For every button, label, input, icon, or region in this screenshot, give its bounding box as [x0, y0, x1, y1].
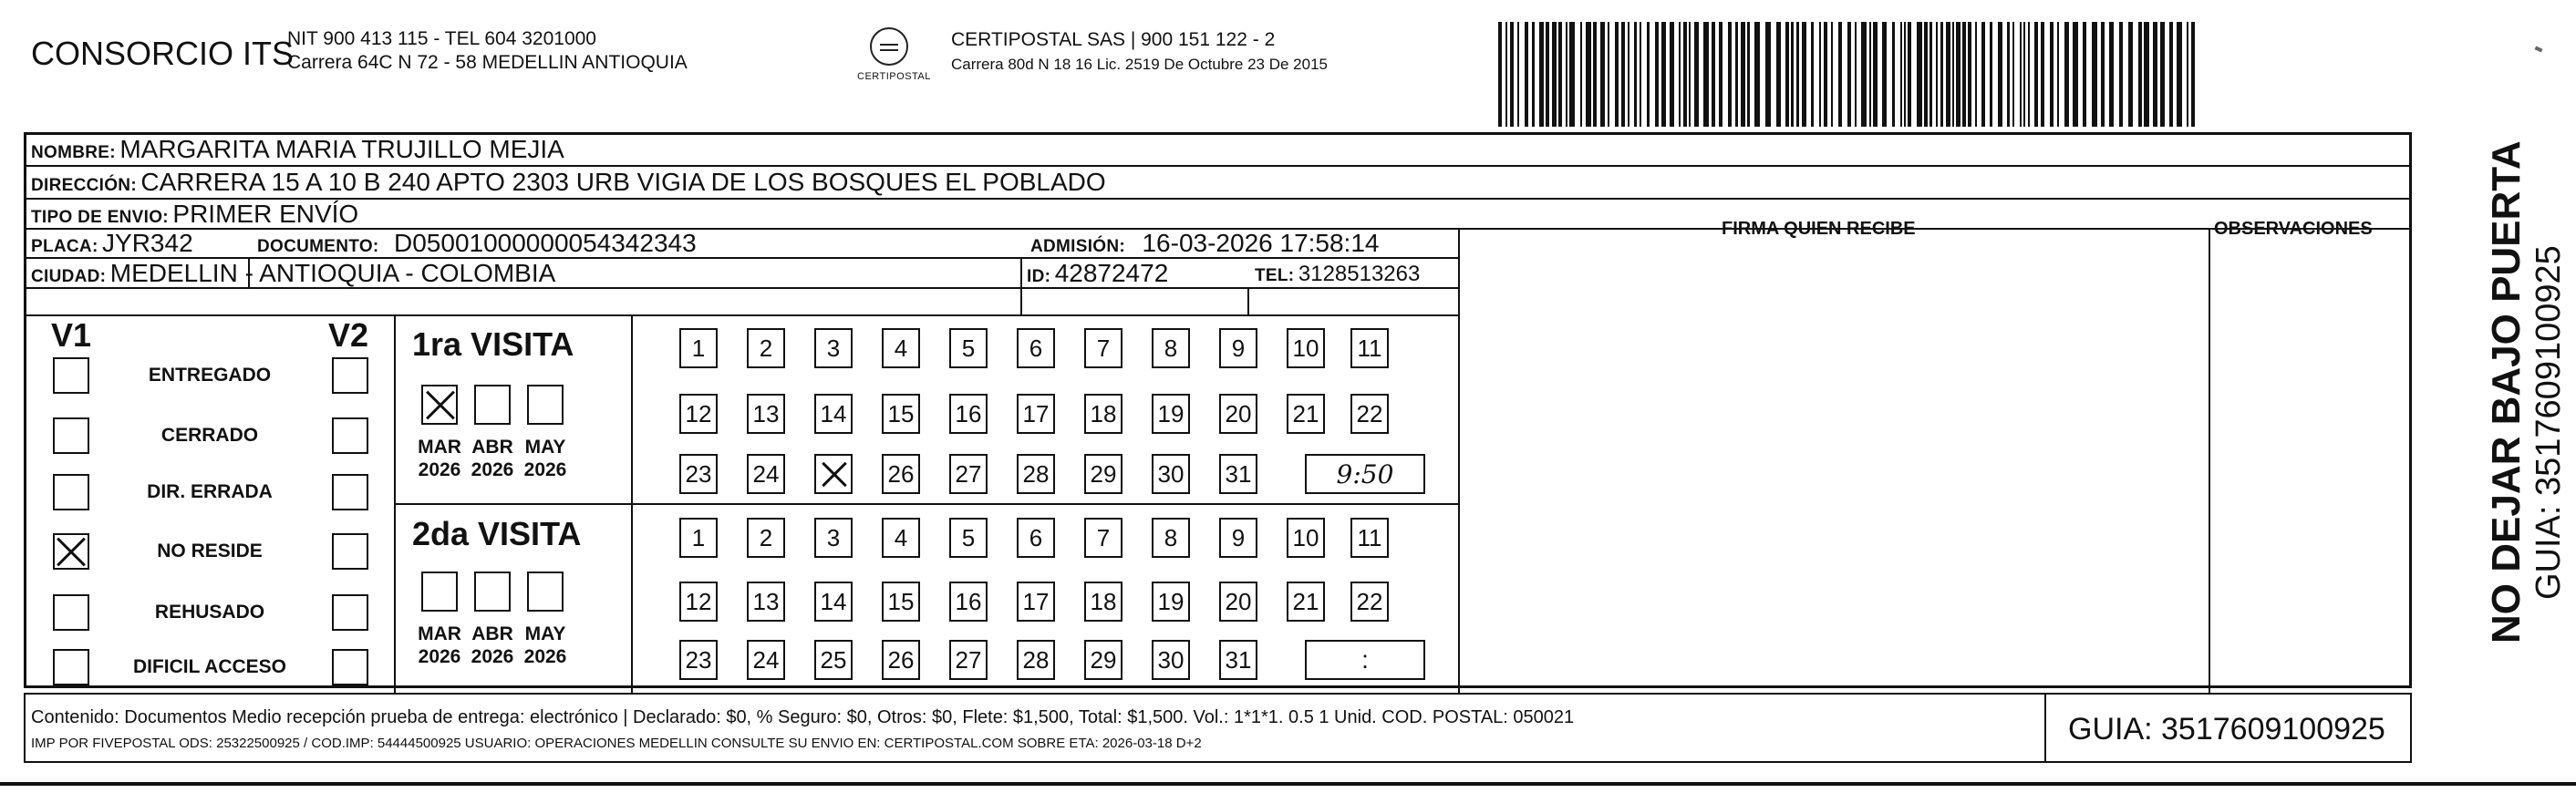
barcode-bar	[1796, 22, 1799, 127]
day-box[interactable]: 31	[1219, 454, 1257, 494]
bottom-rule	[0, 782, 2576, 786]
barcode-bar	[1719, 22, 1723, 127]
barcode-bar	[2191, 22, 2195, 127]
barcode-bar	[1655, 22, 1659, 127]
day-box[interactable]: 18	[1084, 582, 1122, 622]
id-label: ID:	[1027, 267, 1051, 286]
barcode-bar	[1873, 22, 1878, 127]
barcode-bar	[1728, 22, 1732, 127]
barcode-bar	[1694, 22, 1699, 127]
month-label: ABR	[471, 623, 513, 644]
barcode-bar	[1661, 22, 1666, 127]
v1-label: V1	[51, 316, 92, 354]
barcode-bar	[1747, 22, 1750, 127]
visit-option-label: DIFICIL ACCESO	[132, 656, 286, 677]
month-year-label	[412, 436, 467, 481]
day-box[interactable]: 28	[1017, 640, 1055, 680]
barcode-bar	[2092, 22, 2097, 127]
day-box[interactable]: 3	[814, 328, 853, 368]
id-cell	[1027, 259, 1168, 288]
day-box[interactable]: 20	[1219, 394, 1257, 434]
barcode-bar	[1882, 22, 1887, 127]
day-box[interactable]: 4	[882, 518, 920, 558]
v2-checkbox[interactable]	[332, 357, 368, 394]
barcode-bar	[1615, 22, 1619, 127]
day-box[interactable]: 6	[1017, 518, 1055, 558]
barcode-bar	[1968, 22, 1971, 127]
day-box[interactable]: 11	[1350, 518, 1389, 558]
barcode-bar	[2083, 22, 2086, 127]
day-box[interactable]: 9	[1219, 518, 1257, 558]
barcode-bar	[1924, 22, 1928, 127]
year-label: 2026	[418, 646, 461, 667]
day-box[interactable]: 15	[882, 582, 920, 622]
barcode-bar	[1608, 22, 1609, 127]
day-box[interactable]: 5	[949, 518, 988, 558]
barcode-bar	[1990, 22, 1992, 127]
barcode-bar	[1869, 22, 1871, 127]
barcode-bar	[1621, 22, 1625, 127]
day-box[interactable]: 8	[1152, 328, 1190, 368]
barcode-bar	[1552, 22, 1557, 127]
barcode-bar	[1855, 22, 1857, 127]
day-box[interactable]: 29	[1084, 640, 1122, 680]
tipo-row	[31, 200, 358, 229]
corner-mark	[2535, 46, 2543, 52]
barcode-bar	[2160, 22, 2165, 127]
day-box[interactable]: 23	[679, 454, 718, 494]
day-box[interactable]: 24	[747, 640, 785, 680]
shipping-form	[24, 132, 2412, 688]
barcode-bar	[2109, 22, 2114, 127]
day-box[interactable]: 11	[1350, 328, 1389, 368]
month-checkbox[interactable]	[474, 385, 511, 425]
side-warning: NO DEJAR BAJO PUERTA	[2484, 140, 2529, 644]
day-box[interactable]: 2	[747, 328, 785, 368]
barcode-bar	[1785, 22, 1789, 127]
barcode-bar	[1975, 22, 1977, 127]
year-label: 2026	[523, 646, 567, 667]
barcode-bar	[2187, 22, 2188, 127]
direccion-row	[31, 168, 1106, 197]
certipostal-logo	[844, 20, 936, 102]
day-box[interactable]: 29	[1084, 454, 1122, 494]
barcode-bar	[1838, 22, 1842, 127]
day-box[interactable]: 30	[1152, 454, 1190, 494]
v2-checkbox[interactable]	[332, 533, 368, 570]
nombre-label: NOMBRE:	[31, 143, 116, 162]
day-box[interactable]: 5	[949, 328, 988, 368]
day-box[interactable]: 14	[814, 582, 853, 622]
barcode-bar	[2020, 22, 2022, 127]
v1-checkbox[interactable]	[53, 594, 89, 631]
day-box[interactable]: 10	[1287, 328, 1325, 368]
barcode-bar	[2138, 22, 2142, 127]
tel-value: 3128513263	[1298, 262, 1421, 286]
day-box[interactable]: 13	[747, 394, 785, 434]
barcode-bar	[1586, 22, 1591, 127]
barcode-bar	[1525, 22, 1528, 127]
day-box[interactable]: 18	[1084, 394, 1122, 434]
day-box[interactable]: 15	[882, 394, 920, 434]
company-name: CONSORCIO ITS	[31, 35, 295, 72]
tel-label: TEL:	[1255, 266, 1295, 285]
day-box[interactable]: 14	[814, 394, 853, 434]
barcode-bar	[1679, 22, 1681, 127]
day-box[interactable]: 19	[1152, 394, 1190, 434]
month-checkbox[interactable]	[421, 572, 458, 612]
day-box[interactable]: 4	[882, 328, 920, 368]
year-label: 2026	[418, 459, 461, 480]
day-box[interactable]: 30	[1152, 640, 1190, 680]
admision-label: ADMISIÓN:	[1030, 237, 1126, 256]
day-box[interactable]: 12	[679, 394, 718, 434]
carrier-address: Carrera 80d N 18 16 Lic. 2519 De Octubre 23 De 2015	[951, 56, 1328, 73]
day-box[interactable]: 28	[1017, 454, 1055, 494]
barcode-bar	[1689, 22, 1691, 127]
placa-label: PLACA:	[31, 237, 98, 256]
month-checkbox[interactable]	[421, 385, 458, 425]
day-box[interactable]: 21	[1287, 582, 1325, 622]
barcode-bar	[1981, 22, 1985, 127]
day-box[interactable]: 31	[1219, 640, 1257, 680]
barcode-bar	[2050, 22, 2054, 127]
barcode-bar	[1640, 22, 1641, 127]
day-box[interactable]: 17	[1017, 394, 1055, 434]
barcode-bar	[2041, 22, 2044, 127]
ciudad-value: MEDELLIN - ANTIOQUIA - COLOMBIA	[109, 259, 556, 287]
v1-checkbox[interactable]	[53, 357, 89, 394]
v1-checkbox[interactable]	[53, 649, 89, 685]
id-value: 42872472	[1054, 259, 1169, 287]
barcode-bar	[1917, 22, 1922, 127]
barcode-bar	[2012, 22, 2014, 127]
firma-label: FIRMA QUIEN RECIBE	[1722, 219, 1916, 239]
barcode-bar	[2034, 22, 2038, 127]
first-visit-time: 9:50	[1305, 454, 1425, 494]
admision-value: 16-03-2026 17:58:14	[1142, 229, 1380, 257]
day-box[interactable]: 26	[882, 454, 920, 494]
barcode-bar	[1940, 22, 1943, 127]
barcode-bar	[2128, 22, 2133, 127]
day-box[interactable]: 8	[1152, 518, 1190, 558]
year-label: 2026	[523, 459, 567, 480]
month-checkbox[interactable]	[527, 572, 564, 612]
day-box[interactable]: 7	[1084, 328, 1122, 368]
day-box[interactable]: 17	[1017, 582, 1055, 622]
day-box[interactable]: 13	[747, 582, 785, 622]
placa-cell	[31, 229, 193, 258]
documento-value: D05001000000054342343	[394, 229, 697, 257]
day-box[interactable]: 24	[747, 454, 785, 494]
first-visit-title: 1ra VISITA	[412, 325, 574, 363]
day-box[interactable]: 16	[949, 394, 988, 434]
barcode-bar	[1670, 22, 1674, 127]
barcode-bar	[2101, 22, 2105, 127]
year-label: 2026	[471, 646, 514, 667]
barcode-bar	[1946, 22, 1950, 127]
tel-cell	[1255, 262, 1420, 287]
v1-checkbox[interactable]	[53, 533, 89, 570]
barcode-bar	[2119, 22, 2123, 127]
month-label: MAR	[418, 437, 461, 458]
month-checkbox[interactable]	[474, 572, 511, 612]
barcode-bar	[2177, 22, 2182, 127]
day-box[interactable]: 1	[679, 328, 718, 368]
barcode-bar	[1712, 22, 1715, 127]
barcode-bar	[1498, 22, 1502, 127]
day-box[interactable]: 10	[1287, 518, 1325, 558]
v2-checkbox[interactable]	[332, 594, 368, 631]
nombre-value: MARGARITA MARIA TRUJILLO MEJIA	[119, 135, 564, 163]
barcode-bar	[1962, 22, 1966, 127]
month-label: MAY	[524, 437, 566, 458]
day-box[interactable]: 22	[1350, 582, 1389, 622]
guia-number: GUIA: 3517609100925	[2068, 712, 2385, 747]
day-box[interactable]: 3	[814, 518, 853, 558]
company-address: Carrera 64C N 72 - 58 MEDELLIN ANTIOQUIA	[287, 52, 688, 73]
barcode-bar	[1683, 22, 1687, 127]
month-label: ABR	[471, 437, 513, 458]
day-box[interactable]: 2	[747, 518, 785, 558]
month-year-label	[518, 623, 573, 668]
placa-value: JYR342	[102, 229, 193, 257]
barcode-bar	[1861, 22, 1867, 127]
barcode-bar	[1765, 22, 1771, 127]
day-box[interactable]: 1	[679, 518, 718, 558]
observaciones-label: OBSERVACIONES	[2214, 219, 2373, 239]
visit-option-label: ENTREGADO	[148, 365, 272, 386]
barcode-bar	[1628, 22, 1629, 127]
direccion-label: DIRECCIÓN:	[31, 176, 137, 195]
barcode-bar	[2057, 22, 2059, 127]
v2-checkbox[interactable]	[332, 474, 368, 510]
barcode-bar	[2028, 22, 2030, 127]
barcode-bar	[1517, 22, 1519, 127]
barcode-bar	[2144, 22, 2149, 127]
barcode-bar	[1929, 22, 1932, 127]
barcode-bar	[2064, 22, 2069, 127]
direccion-value: CARRERA 15 A 10 B 240 APTO 2303 URB VIGIA DE LOS BOSQUES EL POBLADO	[140, 168, 1106, 196]
year-label: 2026	[471, 459, 514, 480]
barcode-bar	[1802, 22, 1806, 127]
barcode-bar	[1510, 22, 1514, 127]
barcode-bar	[1566, 22, 1567, 127]
barcode	[1498, 22, 2200, 127]
barcode-bar	[1900, 22, 1902, 127]
barcode-bar	[1952, 22, 1954, 127]
month-label: MAR	[418, 623, 461, 644]
second-visit-time: :	[1305, 640, 1425, 680]
month-year-label	[465, 436, 520, 481]
barcode-bar	[1936, 22, 1938, 127]
barcode-bar	[1824, 22, 1827, 127]
month-label: MAY	[524, 623, 566, 644]
barcode-bar	[1741, 22, 1745, 127]
v1-checkbox[interactable]	[53, 474, 89, 510]
footer-print-info: IMP POR FIVEPOSTAL ODS: 25322500925 / COD.IMP: 54444500925 USUARIO: OPERACIONES MEDELLIN CONSULTE SU ENVIO EN: CERTIPOSTAL.COM SOBRE ETA: 2026-03-18 D+2	[31, 736, 1202, 751]
v2-label: V2	[328, 316, 369, 354]
barcode-bar	[1647, 22, 1650, 127]
day-box[interactable]: 20	[1219, 582, 1257, 622]
day-box[interactable]: 16	[949, 582, 988, 622]
visit-option-label: NO RESIDE	[157, 541, 263, 561]
barcode-bar	[2153, 22, 2157, 127]
month-year-label	[518, 436, 573, 481]
barcode-bar	[2007, 22, 2010, 127]
barcode-bar	[1546, 22, 1549, 127]
barcode-bar	[1593, 22, 1597, 127]
visit-option-label: DIR. ERRADA	[147, 481, 273, 502]
barcode-bar	[1811, 22, 1814, 127]
barcode-bar	[2073, 22, 2078, 127]
visit-option-label: CERRADO	[160, 425, 259, 446]
day-box[interactable]: 26	[882, 640, 920, 680]
barcode-bar	[1904, 22, 1906, 127]
barcode-bar	[1831, 22, 1833, 127]
barcode-bar	[1600, 22, 1605, 127]
visit-option-label: REHUSADO	[154, 602, 265, 623]
day-box[interactable]: 22	[1350, 394, 1389, 434]
barcode-bar	[1505, 22, 1507, 127]
barcode-bar	[1908, 22, 1911, 127]
barcode-bar	[1847, 22, 1851, 127]
day-box[interactable]: 27	[949, 640, 988, 680]
barcode-bar	[2023, 22, 2025, 127]
day-box[interactable]: 23	[679, 640, 718, 680]
barcode-bar	[1703, 22, 1709, 127]
day-box[interactable]: 7	[1084, 518, 1122, 558]
barcode-bar	[1754, 22, 1760, 127]
logo-text: CERTIPOSTAL	[857, 71, 931, 82]
documento-label: DOCUMENTO:	[257, 237, 379, 256]
side-guia: GUIA: 3517609100925	[2529, 245, 2568, 600]
barcode-bar	[1634, 22, 1637, 127]
v2-checkbox[interactable]	[332, 649, 368, 685]
month-checkbox[interactable]	[527, 385, 564, 425]
day-box[interactable]: 25	[814, 640, 853, 680]
tipo-value: PRIMER ENVÍO	[172, 200, 359, 228]
ciudad-cell	[31, 259, 555, 288]
day-box[interactable]: 9	[1219, 328, 1257, 368]
barcode-bar	[1580, 22, 1582, 127]
carrier-info	[951, 27, 1328, 77]
barcode-bar	[1791, 22, 1794, 127]
day-box[interactable]: 21	[1287, 394, 1325, 434]
company-info	[287, 27, 688, 75]
barcode-bar	[1569, 22, 1575, 127]
second-visit-title: 2da VISITA	[412, 515, 582, 552]
ciudad-label: CIUDAD:	[31, 267, 107, 286]
v1-checkbox[interactable]	[53, 417, 89, 454]
barcode-bar	[1819, 22, 1821, 127]
barcode-bar	[1558, 22, 1562, 127]
barcode-bar	[1892, 22, 1895, 127]
barcode-bar	[2169, 22, 2173, 127]
barcode-bar	[1539, 22, 1544, 127]
v2-checkbox[interactable]	[332, 417, 368, 454]
day-box[interactable]	[814, 454, 853, 494]
day-box[interactable]: 6	[1017, 328, 1055, 368]
company-nit: NIT 900 413 115 - TEL 604 3201000	[287, 28, 596, 49]
month-year-label	[412, 623, 467, 668]
carrier-nit: CERTIPOSTAL SAS | 900 151 122 - 2	[951, 29, 1276, 50]
day-box[interactable]: 27	[949, 454, 988, 494]
barcode-bar	[1532, 22, 1535, 127]
day-box[interactable]: 19	[1152, 582, 1190, 622]
barcode-bar	[1735, 22, 1738, 127]
nombre-row	[31, 135, 564, 164]
documento-cell	[257, 229, 697, 258]
barcode-bar	[1776, 22, 1781, 127]
admision-cell	[1030, 229, 1379, 258]
footer-content: Contenido: Documentos Medio recepción prueba de entrega: electrónico | Declarado: $0, % Seguro: $0, Otros: $0, Flete: $1,500, Total: $1,500. Vol.: 1*1*1. 0.5 1 Unid. COD. POSTAL: 050021	[31, 707, 1575, 727]
logo-emblem-icon	[870, 27, 908, 66]
barcode-bar	[1998, 22, 2002, 127]
barcode-bar	[1956, 22, 1960, 127]
month-year-label	[465, 623, 520, 668]
tipo-label: TIPO DE ENVIO:	[31, 208, 169, 227]
day-box[interactable]: 12	[679, 582, 718, 622]
